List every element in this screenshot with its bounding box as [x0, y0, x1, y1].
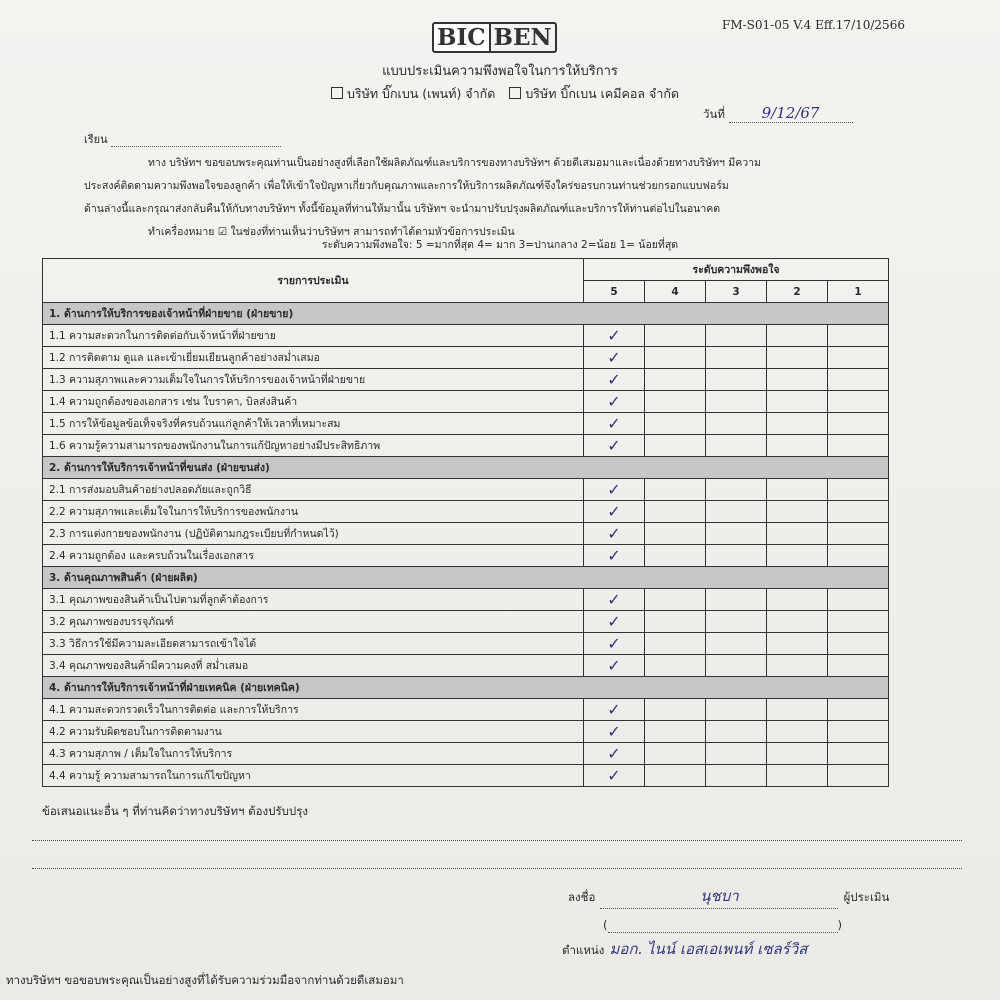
rating-cell-1[interactable] — [828, 325, 889, 347]
scale-legend: ระดับความพึงพอใจ: 5 =มากที่สุด 4= มาก 3=ปานกลาง 2=น้อย 1= น้อยที่สุด — [321, 239, 679, 251]
table-row — [43, 721, 889, 743]
table-row — [43, 523, 889, 545]
section-title: 4. ด้านการให้บริการเจ้าหน้าที่ฝ่ายเทคนิค (ฝ่ายเทคนิค) — [43, 677, 889, 699]
rating-cell-1[interactable] — [828, 479, 889, 501]
rating-cell-2[interactable] — [767, 523, 828, 545]
check-mark-icon: ✓ — [607, 524, 621, 543]
position-value: มอก. ไนน์ เอสเอเพนท์ เซลร์วิส — [609, 940, 808, 958]
level-header: ระดับความพึงพอใจ — [584, 259, 889, 281]
form-code: FM-S01-05 V.4 Eff.17/10/2566 — [722, 18, 905, 32]
position-label: ตำแหน่ง — [562, 943, 605, 957]
rating-cell-2[interactable] — [767, 589, 828, 611]
sign-label: ลงชื่อ — [568, 890, 596, 904]
rating-cell-3[interactable] — [706, 369, 767, 391]
rating-cell-4[interactable] — [645, 347, 706, 369]
check-mark-icon: ✓ — [607, 370, 621, 389]
item-label: 3.1 คุณภาพของสินค้าเป็นไปตามที่ลูกค้าต้องการ — [43, 589, 584, 611]
item-label: 1.1 ความสะดวกในการติดต่อกับเจ้าหน้าที่ฝ่ายขาย — [43, 325, 584, 347]
table-row — [43, 633, 889, 655]
intro-line-2: ประสงค์ติดตามความพึงพอใจของลูกค้า เพื่อให้เข้าใจปัญหาเกี่ยวกับคุณภาพและการให้บริการผลิตภัณฑ์จึงใคร่ขอรบกวนท่านช่วยกรอกแบบฟอร์ม — [84, 180, 729, 192]
evaluator-label: ผู้ประเมิน — [843, 890, 890, 904]
intro-instruction: ทำเครื่องหมาย ☑ ในช่องที่ท่านเห็นว่าบริษัทฯ สามารถทำได้ตามหัวข้อการประเมิน — [148, 226, 515, 238]
company-2-checkbox[interactable] — [509, 87, 521, 99]
check-mark-icon: ✓ — [607, 480, 621, 499]
rating-cell-5[interactable] — [584, 743, 645, 765]
section-row — [43, 567, 889, 589]
dear-label: เรียน — [84, 133, 108, 146]
level-col-2: 2 — [767, 281, 828, 303]
logo-bic-text: BIC — [432, 22, 491, 53]
rating-cell-3[interactable] — [706, 479, 767, 501]
rating-cell-4[interactable] — [645, 655, 706, 677]
intro-line-1: ทาง บริษัทฯ ขอขอบพระคุณท่านเป็นอย่างสูงที่เลือกใช้ผลิตภัณฑ์และบริการของทางบริษัทฯ ด้วยดีเสมอมาและเนื่องด้วยทางบริษัทฯ มีความ — [148, 157, 761, 169]
rating-cell-3[interactable] — [706, 325, 767, 347]
rating-cell-4[interactable] — [645, 633, 706, 655]
rating-cell-4[interactable] — [645, 435, 706, 457]
evaluation-table — [42, 258, 889, 787]
rating-cell-2[interactable] — [767, 699, 828, 721]
rating-cell-3[interactable] — [706, 545, 767, 567]
item-label: 1.4 ความถูกต้องของเอกสาร เช่น ใบราคา, บิลส่งสินค้า — [43, 391, 584, 413]
table-row — [43, 589, 889, 611]
rating-cell-1[interactable] — [828, 633, 889, 655]
check-mark-icon: ✓ — [607, 612, 621, 631]
check-mark-icon: ✓ — [607, 392, 621, 411]
rating-cell-3[interactable] — [706, 655, 767, 677]
check-mark-icon: ✓ — [607, 348, 621, 367]
form-title: แบบประเมินความพึงพอใจในการให้บริการ — [382, 64, 618, 79]
check-mark-icon: ✓ — [607, 414, 621, 433]
table-row — [43, 655, 889, 677]
rating-cell-2[interactable] — [767, 655, 828, 677]
rating-cell-4[interactable] — [645, 325, 706, 347]
rating-cell-5[interactable] — [584, 765, 645, 787]
rating-cell-4[interactable] — [645, 391, 706, 413]
rating-cell-4[interactable] — [645, 369, 706, 391]
rating-cell-3[interactable] — [706, 523, 767, 545]
table-row — [43, 413, 889, 435]
rating-cell-2[interactable] — [767, 325, 828, 347]
rating-cell-4[interactable] — [645, 743, 706, 765]
rating-cell-3[interactable] — [706, 699, 767, 721]
intro-line-3: ด้านล่างนี้และกรุณาส่งกลับคืนให้กับทางบริษัทฯ ทั้งนี้ข้อมูลที่ท่านให้มานั้น บริษัทฯ จะนำมาปรับปรุงผลิตภัณฑ์และบริการให้ท่านต่อไปในอนาคต — [84, 203, 721, 215]
thanks-note: ทางบริษัทฯ ขอขอบพระคุณเป็นอย่างสูงที่ได้รับความร่วมมือจากท่านด้วยดีเสมอมา — [6, 973, 404, 987]
company-1-checkbox[interactable] — [331, 87, 343, 99]
rating-cell-1[interactable] — [828, 413, 889, 435]
item-label: 2.2 ความสุภาพและเต็มใจในการให้บริการของพนักงาน — [43, 501, 584, 523]
level-col-1: 1 — [828, 281, 889, 303]
rating-cell-1[interactable] — [828, 545, 889, 567]
paren-left: ( — [603, 918, 608, 932]
rating-cell-4[interactable] — [645, 765, 706, 787]
item-label: 2.3 การแต่งกายของพนักงาน (ปฏิบัติตามกฎระเบียบที่กำหนดไว้) — [43, 523, 584, 545]
rating-cell-2[interactable] — [767, 721, 828, 743]
table-row — [43, 347, 889, 369]
rating-cell-3[interactable] — [706, 765, 767, 787]
level-col-5: 5 — [584, 281, 645, 303]
rating-cell-3[interactable] — [706, 347, 767, 369]
rating-cell-4[interactable] — [645, 413, 706, 435]
rating-cell-3[interactable] — [706, 633, 767, 655]
rating-cell-4[interactable] — [645, 523, 706, 545]
check-mark-icon: ✓ — [607, 656, 621, 675]
signature-field[interactable] — [600, 884, 838, 909]
rating-cell-1[interactable] — [828, 369, 889, 391]
item-label: 3.3 วิธีการใช้มีความละเอียดสามารถเข้าใจได้ — [43, 633, 584, 655]
rating-cell-5[interactable] — [584, 611, 645, 633]
paren-right: ) — [837, 918, 842, 932]
section-title: 2. ด้านการให้บริการเจ้าหน้าที่ขนส่ง (ฝ่ายขนส่ง) — [43, 457, 889, 479]
company-1-label: บริษัท บิ๊กเบน (เพนท์) จำกัด — [346, 86, 496, 101]
rating-cell-4[interactable] — [645, 479, 706, 501]
date-value: 9/12/67 — [761, 104, 820, 122]
suggestion-line-2[interactable] — [32, 868, 962, 869]
item-label: 1.3 ความสุภาพและความเต็มใจในการให้บริการของเจ้าหน้าที่ฝ่ายขาย — [43, 369, 584, 391]
check-mark-icon: ✓ — [607, 766, 621, 785]
rating-cell-5[interactable] — [584, 699, 645, 721]
date-field[interactable] — [703, 104, 853, 124]
rating-cell-2[interactable] — [767, 743, 828, 765]
rating-cell-3[interactable] — [706, 743, 767, 765]
rating-cell-2[interactable] — [767, 413, 828, 435]
logo-ben-text: BEN — [491, 22, 557, 53]
rating-cell-3[interactable] — [706, 611, 767, 633]
rating-cell-4[interactable] — [645, 501, 706, 523]
item-label: 1.5 การให้ข้อมูลข้อเท็จจริงที่ครบถ้วนแก่ลูกค้าให้เวลาที่เหมาะสม — [43, 413, 584, 435]
section-title: 1. ด้านการให้บริการของเจ้าหน้าที่ฝ่ายขาย (ฝ่ายขาย) — [43, 303, 889, 325]
item-label: 1.2 การติดตาม ดูแล และเข้าเยี่ยมเยียนลูกค้าอย่างสม่ำเสมอ — [43, 347, 584, 369]
check-mark-icon: ✓ — [607, 700, 621, 719]
rating-cell-4[interactable] — [645, 611, 706, 633]
table-row — [43, 743, 889, 765]
intro-paragraph — [84, 152, 924, 244]
rating-cell-5[interactable] — [584, 435, 645, 457]
check-mark-icon: ✓ — [607, 546, 621, 565]
table-row — [43, 699, 889, 721]
suggestion-label: ข้อเสนอแนะอื่น ๆ ที่ท่านคิดว่าทางบริษัทฯ ต้องปรับปรุง — [42, 804, 309, 818]
table-row — [43, 479, 889, 501]
rating-cell-2[interactable] — [767, 435, 828, 457]
rating-cell-2[interactable] — [767, 347, 828, 369]
table-row — [43, 501, 889, 523]
signature-value: นุชบา — [700, 887, 739, 905]
item-label: 2.4 ความถูกต้อง และครบถ้วนในเรื่องเอกสาร — [43, 545, 584, 567]
table-row — [43, 765, 889, 787]
rating-cell-3[interactable] — [706, 413, 767, 435]
section-title: 3. ด้านคุณภาพสินค้า (ฝ่ายผลิต) — [43, 567, 889, 589]
check-mark-icon: ✓ — [607, 502, 621, 521]
rating-cell-5[interactable] — [584, 369, 645, 391]
rating-cell-2[interactable] — [767, 611, 828, 633]
item-label: 2.1 การส่งมอบสินค้าอย่างปลอดภัยและถูกวิธี — [43, 479, 584, 501]
section-row — [43, 457, 889, 479]
rating-cell-1[interactable] — [828, 765, 889, 787]
rating-cell-1[interactable] — [828, 501, 889, 523]
printed-name-row — [603, 918, 842, 933]
rating-cell-5[interactable] — [584, 413, 645, 435]
item-label: 4.4 ความรู้ ความสามารถในการแก้ไขปัญหา — [43, 765, 584, 787]
rating-cell-5[interactable] — [584, 655, 645, 677]
rating-cell-5[interactable] — [584, 325, 645, 347]
rating-cell-5[interactable] — [584, 479, 645, 501]
rating-cell-4[interactable] — [645, 699, 706, 721]
rating-cell-4[interactable] — [645, 721, 706, 743]
rating-cell-5[interactable] — [584, 501, 645, 523]
recipient-line — [84, 130, 281, 148]
section-row — [43, 303, 889, 325]
table-row — [43, 435, 889, 457]
rating-cell-5[interactable] — [584, 633, 645, 655]
rating-cell-3[interactable] — [706, 435, 767, 457]
signature-row — [568, 884, 889, 909]
rating-cell-1[interactable] — [828, 743, 889, 765]
check-mark-icon: ✓ — [607, 722, 621, 741]
recipient-field[interactable] — [111, 133, 281, 147]
check-mark-icon: ✓ — [607, 326, 621, 345]
rating-cell-2[interactable] — [767, 369, 828, 391]
company-2-label: บริษัท บิ๊กเบน เคมีคอล จำกัด — [525, 86, 680, 101]
rating-cell-5[interactable] — [584, 545, 645, 567]
rating-cell-1[interactable] — [828, 347, 889, 369]
printed-name-field[interactable] — [608, 918, 838, 933]
item-label: 4.1 ความสะดวกรวดเร็วในการติดต่อ และการให้บริการ — [43, 699, 584, 721]
suggestion-line-1[interactable] — [32, 840, 962, 841]
check-mark-icon: ✓ — [607, 436, 621, 455]
rating-cell-2[interactable] — [767, 501, 828, 523]
section-row — [43, 677, 889, 699]
rating-cell-5[interactable] — [584, 391, 645, 413]
rating-cell-2[interactable] — [767, 765, 828, 787]
rating-cell-1[interactable] — [828, 589, 889, 611]
rating-cell-3[interactable] — [706, 501, 767, 523]
item-header: รายการประเมิน — [43, 259, 584, 303]
table-row — [43, 325, 889, 347]
rating-cell-1[interactable] — [828, 611, 889, 633]
rating-cell-5[interactable] — [584, 523, 645, 545]
table-row — [43, 611, 889, 633]
table-row — [43, 545, 889, 567]
company-options — [0, 84, 1000, 104]
item-label: 3.4 คุณภาพของสินค้ามีความคงที่ สม่ำเสมอ — [43, 655, 584, 677]
rating-cell-3[interactable] — [706, 589, 767, 611]
rating-cell-1[interactable] — [828, 435, 889, 457]
level-col-3: 3 — [706, 281, 767, 303]
table-row — [43, 391, 889, 413]
check-mark-icon: ✓ — [607, 634, 621, 653]
rating-cell-1[interactable] — [828, 391, 889, 413]
check-mark-icon: ✓ — [607, 590, 621, 609]
rating-cell-2[interactable] — [767, 633, 828, 655]
rating-cell-1[interactable] — [828, 699, 889, 721]
rating-cell-2[interactable] — [767, 545, 828, 567]
rating-cell-1[interactable] — [828, 523, 889, 545]
rating-cell-4[interactable] — [645, 589, 706, 611]
item-label: 4.3 ความสุภาพ / เต็มใจในการให้บริการ — [43, 743, 584, 765]
rating-cell-4[interactable] — [645, 545, 706, 567]
position-row — [562, 937, 807, 961]
rating-cell-1[interactable] — [828, 655, 889, 677]
item-label: 3.2 คุณภาพของบรรจุภัณฑ์ — [43, 611, 584, 633]
check-mark-icon: ✓ — [607, 744, 621, 763]
rating-cell-3[interactable] — [706, 391, 767, 413]
date-label: วันที่ — [703, 107, 725, 121]
rating-cell-5[interactable] — [584, 589, 645, 611]
rating-cell-1[interactable] — [828, 721, 889, 743]
company-logo — [432, 22, 556, 52]
item-label: 1.6 ความรู้ความสามารถของพนักงานในการแก้ปัญหาอย่างมีประสิทธิภาพ — [43, 435, 584, 457]
rating-cell-5[interactable] — [584, 347, 645, 369]
item-label: 4.2 ความรับผิดชอบในการติดตามงาน — [43, 721, 584, 743]
level-col-4: 4 — [645, 281, 706, 303]
rating-cell-5[interactable] — [584, 721, 645, 743]
table-row — [43, 369, 889, 391]
rating-cell-3[interactable] — [706, 721, 767, 743]
rating-cell-2[interactable] — [767, 391, 828, 413]
rating-cell-2[interactable] — [767, 479, 828, 501]
